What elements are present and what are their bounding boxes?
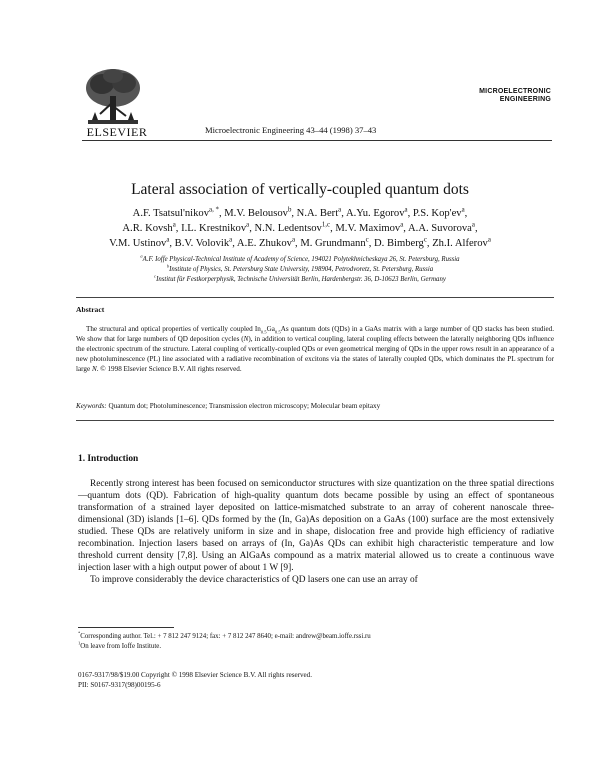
footnote-leave: $^1$On leave from Ioffe Institute. xyxy=(78,640,162,650)
author-line-2: A.R. Kovsh$^a$, I.L. Krestnikov$^a$, N.N. Ledentsov$^{1,c}$, M.V. Maximov$^a$, A.A. Suvorova$^a$, xyxy=(122,221,478,234)
header-divider xyxy=(82,140,552,141)
author-line-3: V.M. Ustinov$^a$, B.V. Volovik$^a$, A.E. Zhukov$^a$, M. Grundmann$^c$, D. Bimberg$^c$, Zh.I. Alferov$^a$ xyxy=(109,236,491,249)
paragraph: Recently strong interest has been focused on semiconductor structures with size quantization on the three spatial directions—quantum dots (QD). Fabrication of high-quality quantum dots became possible by using an effect of spontaneous transformation of a strained layer deposited on lattice-mismatched substrate to an array of coherent nanoscale three-dimensional (3D) islands [1–6]. QDs formed by the (In, Ga)As deposition on a GaAs (100) surface are the most extensively studied. These QDs are relatively uniform in size and in shape, dislocation free and provide high efficiency of radiative recombination. Injection lasers based on arrays of (In, Ga)As QDs can exhibit high characteristic temperature and low threshold current density [7,8]. Using an AlGaAs compound as a matrix material allowed us to create a continuous wave injection laser with a high output power of about 1 W [9]. xyxy=(78,479,554,574)
author: A.A. Suvorova xyxy=(408,223,472,234)
author: P.S. Kop'ev xyxy=(412,208,462,219)
keywords: Keywords: Quantum dot; Photoluminescence; Transmission electron microscopy; Molecular beam epitaxy xyxy=(76,402,381,410)
copyright-line: 0167-9317/98/$19.00 Copyright © 1998 Elsevier Science B.V. All rights reserved. xyxy=(78,671,313,679)
body-text xyxy=(78,478,554,586)
author: I.L. Krestnikov xyxy=(181,223,247,234)
copyright-block xyxy=(78,670,554,690)
abstract-text: The structural and optical properties of vertically coupled $In_{0.5}Ga_{0.5}As$ quantum dots (QDs) in a GaAs matrix with a large number of QD stacks has been studied. We show that for large numbers of QD deposition cycles (N), in addition to vertical coupling, lateral coupling effects between the laterally neighboring QDs influence the electronic spectrum of the structure. Lateral coupling of vertically-coupled QDs or even geometrical merging of QDs in the upper rows result in an appearance of a new photoluminescence (PL) line associated with a radiative recombination of excitons via the states of laterally coupled QDs, which dominates the PL spectrum for large N. © 1998 Elsevier Science B.V. All rights reserved. xyxy=(76,325,554,373)
journal-logo-line2: ENGINEERING xyxy=(499,95,551,103)
affiliation-a: $^a$A.F. Ioffe Physical-Technical Institute of Academy of Science, 194021 Polytekhnicheskaya 26, St. Petersburg, Russia xyxy=(140,253,460,263)
author: B.V. Volovik xyxy=(174,238,230,249)
author: D. Bimberg xyxy=(374,238,424,249)
abstract-top-rule xyxy=(76,297,554,298)
paragraph: To improve considerably the device characteristics of QD lasers one can use an array of xyxy=(90,575,418,586)
abstract-bottom-rule xyxy=(76,420,554,421)
publisher-name: ELSEVIER xyxy=(86,125,148,139)
journal-logo-line1: MICROELECTRONIC xyxy=(479,88,551,95)
section-heading: 1. Introduction xyxy=(78,454,139,464)
elsevier-tree-logo xyxy=(82,66,144,128)
author: V.M. Ustinov xyxy=(109,238,167,249)
journal-logo xyxy=(463,88,551,103)
affiliation-b: $^b$Institute of Physics, St. Petersburg State University, 198904, Petrodvoretz, St. Petersburg, Russia xyxy=(166,263,434,273)
affiliation-c: $^c$Institut für Festkorperphysik, Technische Universität Berlin, Hardenbergstr. 36, D-10623 Berlin, Germany xyxy=(154,273,446,283)
footnote-corresponding: *Corresponding author. Tel.: + 7 812 247 9124; fax: + 7 812 247 8640; e-mail: andrew@beam.ioffe.rssi.ru xyxy=(78,630,371,640)
author: A.F. Tsatsul'nikov xyxy=(132,208,210,219)
abstract-heading: Abstract xyxy=(76,305,105,314)
paper-title: Lateral association of vertically-coupled quantum dots xyxy=(131,181,469,198)
author: M.V. Belousov xyxy=(224,208,288,219)
author: Zh.I. Alferov xyxy=(432,238,488,249)
author: N.A. Bert xyxy=(296,208,339,219)
author: A.R. Kovsh xyxy=(122,223,173,234)
pii-line: PII: S0167-9317(98)00195-6 xyxy=(78,681,161,689)
author: A.E. Zhukov xyxy=(236,238,292,249)
author-line-1: A.F. Tsatsul'nikov$^{a, *}$, M.V. Belousov$^b$, N.A. Bert$^a$, A.Yu. Egorov$^a$, P.S. $Kop'ev^a$, xyxy=(132,206,468,219)
author: N.N. Ledentsov xyxy=(254,223,322,234)
journal-reference: Microelectronic Engineering 43–44 (1998) 37–43 xyxy=(205,125,377,135)
footnotes xyxy=(78,632,554,651)
footnote-divider xyxy=(78,627,174,628)
keywords-label: Keywords: xyxy=(76,402,107,410)
author: M.V. Maximov xyxy=(335,223,401,234)
author: M. Grundmann xyxy=(300,238,366,249)
author: A.Yu. Egorov xyxy=(345,208,405,219)
